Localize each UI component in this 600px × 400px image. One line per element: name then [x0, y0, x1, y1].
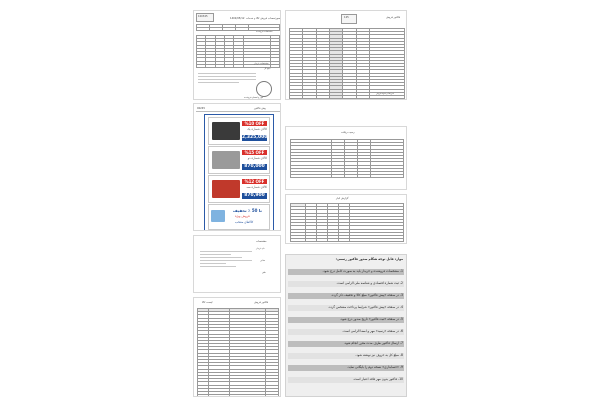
pre-invoice-ref: 00245 [197, 107, 205, 110]
rule-item-4 [288, 305, 404, 311]
invoice-sign-label: مهر و امضای فروشنده [244, 97, 263, 99]
rule-item-8-text: 8- مبلغ کل به حروف نیز نوشته شود. [355, 353, 403, 357]
rule-item-5-text: 5- در صفحه «ثبت فاکتور» تاریخ صدور درج شود. [339, 317, 403, 321]
product-brochure [204, 114, 274, 231]
pre-invoice-document-c [193, 103, 281, 231]
rule-item-10-text: 10- فاکتور بدون مهر فاقد اعتبار است. [353, 377, 403, 381]
rules-header [288, 257, 404, 263]
rule-item-6-text: 6- در صفحه «رسید» مهر و امضا الزامی است. [342, 329, 403, 333]
rule-item-7 [288, 341, 404, 347]
rule-item-1-text: 1- مشخصات فروشنده و خریدار باید به صورت کامل درج شود. [322, 269, 403, 273]
rule-item-9 [288, 365, 404, 371]
seller-label: مشخصات فروشنده [256, 31, 273, 33]
invoice-total-label: جمع کل [264, 68, 271, 70]
customer-form-line-2: نشانی [260, 260, 266, 262]
invoice-b-code: 125 [344, 16, 349, 19]
product-3-price: 870,900 [242, 193, 267, 199]
product-3-badge: %12 OFF [242, 179, 267, 184]
invoice-notes [198, 73, 256, 85]
invoice-b-table [289, 28, 405, 100]
rule-item-10 [288, 377, 404, 383]
product-3-name: کالای شماره سه [246, 185, 267, 189]
warehouse-report-document-e [285, 194, 407, 244]
receipt-title: رسید دریافت [341, 131, 355, 134]
invoice-list-document-g [193, 297, 281, 397]
promo-card [208, 204, 270, 230]
rule-item-3-text: 3- در صفحه «پیش فاکتور» مبلغ کالا و تخفیف ذکر گردد. [330, 293, 403, 297]
rule-item-5 [288, 317, 404, 323]
rule-item-2 [288, 281, 404, 287]
rule-item-9-text: 9- «حسابداری» نسخه دوم را بایگانی نماید. [347, 365, 403, 369]
product-1-price: 2,325,000 [242, 135, 268, 140]
rule-item-6 [288, 329, 404, 335]
rule-item-8 [288, 353, 404, 359]
rules-panel [285, 254, 407, 397]
product-2-image [212, 151, 240, 169]
product-3-image [212, 180, 240, 198]
invoice-list-title: فاکتور فروش [254, 301, 269, 304]
product-2-price: 870,000 [242, 164, 267, 170]
invoice-date: 1402/05/12 [230, 17, 245, 20]
product-2-badge: %15 OFF [242, 150, 267, 155]
customer-form-document-f [193, 235, 281, 293]
buyer-label: مشخصات خریدار [254, 63, 269, 65]
promo-image [211, 210, 225, 222]
invoice-code: 100345 [198, 15, 208, 18]
invoice-list-table [197, 308, 279, 397]
customer-form-line-3: تلفن [262, 272, 266, 274]
warehouse-report-title: گزارش انبار [336, 197, 349, 200]
promo-line-1: تا 50 ٪ تخفیف [233, 208, 262, 213]
customer-form-lines [200, 251, 252, 269]
receipt-document-d [285, 126, 407, 190]
rule-item-4-text: 4- در صفحه «پیش فاکتور» شرایط پرداخت مشخص گردد. [328, 305, 403, 309]
rules-header-text: موارد قابل توجه هنگام صدور فاکتور رسمی: [335, 257, 403, 261]
pre-invoice-divider [196, 111, 280, 112]
invoice-b-note: شرایط و نحوه فروش [376, 93, 395, 95]
promo-line-2: فروش ویژه [235, 214, 250, 218]
rule-item-3 [288, 293, 404, 299]
product-1-badge: %10 OFF [242, 121, 267, 126]
rule-item-1 [288, 269, 404, 275]
invoice-list-subtitle: لیست کالا [202, 301, 213, 304]
invoice-document-b [285, 10, 407, 100]
promo-line-3: کالاهای منتخب [235, 220, 254, 224]
receipt-table [290, 139, 404, 178]
product-card-2 [208, 146, 270, 174]
product-card-1 [208, 117, 270, 145]
rule-item-2-text: 2- ثبت شماره اقتصادی و شناسه ملی الزامی است. [336, 281, 403, 285]
invoice-b-title: فاکتور فروش [386, 16, 401, 19]
product-2-name: کالای شماره دو [247, 156, 267, 160]
invoice-title: صورتحساب فروش کالا و خدمات [246, 17, 281, 20]
customer-form-heading: مشخصات [256, 240, 267, 243]
product-1-image [212, 122, 240, 140]
customer-form-line-1: نام خریدار [256, 248, 265, 250]
invoice-stamp [256, 81, 272, 97]
pre-invoice-title: پیش فاکتور [254, 107, 266, 110]
product-card-3 [208, 175, 270, 203]
product-1-name: کالای شماره یک [246, 127, 267, 131]
warehouse-report-table [290, 203, 404, 242]
invoice-document-a [193, 10, 281, 100]
rule-item-7-text: 7- ارسال فاکتور ظرف مدت مقرر انجام شود. [343, 341, 403, 345]
